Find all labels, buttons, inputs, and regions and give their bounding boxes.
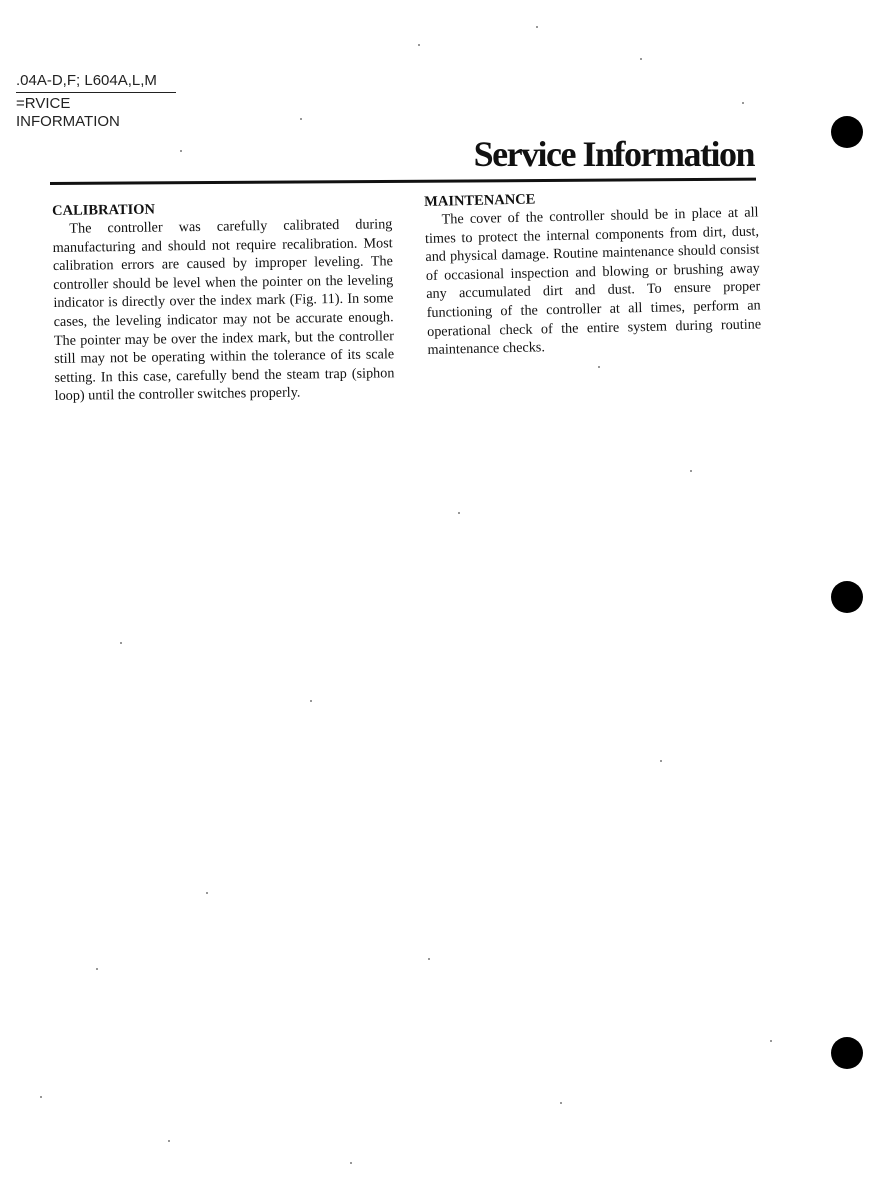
punch-hole-top (831, 116, 863, 148)
maintenance-heading: MAINTENANCE (424, 191, 536, 210)
header-codes (16, 72, 176, 131)
maintenance-section (424, 185, 762, 359)
section-label: =RVICE INFORMATION (16, 92, 176, 131)
calibration-heading: CALIBRATION (52, 201, 156, 219)
calibration-body: The controller was carefully calibrated during manufacturing and should not require recalibration. Most calibration errors are caused by improper leveling. The controller should be level when the pointer on the leveling indicator is directly over the index mark (Fig. 11). In some cases, the leveling indicator may not be accurate enough. The pointer may be over the index mark, but the controller still may not be operating within the tolerance of its scale setting. In this case, carefully bend the steam trap (siphon loop) until the controller switches properly. (52, 216, 395, 405)
maintenance-body: The cover of the controller should be in place at all times to protect the internal components from dirt, dust, and physical damage. Routine maintenance should consist of occasional inspection and blowing or brushing away any accumulated dirt and dust. To ensure proper functioning of the controller at all times, perform an operational check of the entire system during routine maintenance checks. (424, 204, 762, 359)
title-rule (50, 178, 756, 185)
page-title: Service Information (473, 134, 754, 174)
punch-hole-bottom (831, 1037, 863, 1069)
punch-hole-middle (831, 581, 863, 613)
model-codes: .04A-D,F; L604A,L,M (16, 72, 157, 89)
calibration-section (52, 197, 395, 406)
